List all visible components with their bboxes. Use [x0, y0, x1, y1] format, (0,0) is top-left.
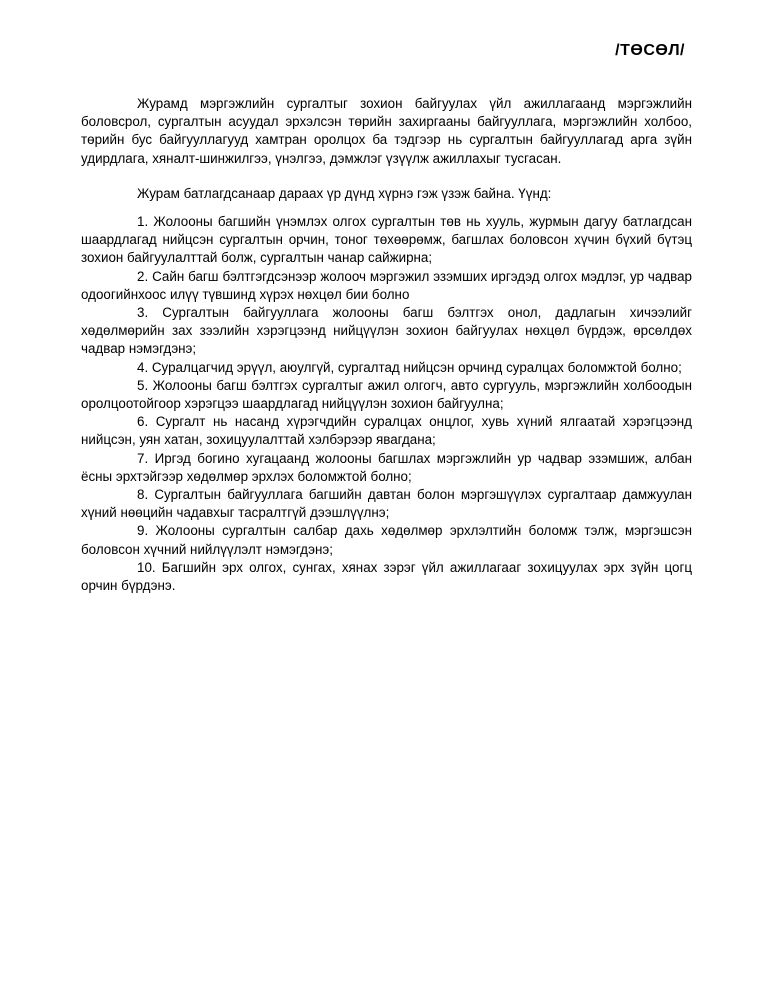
result-item-7: 7. Иргэд богино хугацаанд жолооны багшлах мэргэжлийн ур чадвар эзэмшиж, албан ёсны эрхтэйгээр хөдөлмөр эрхлэх боломжтой болно; — [81, 450, 692, 484]
result-item-8: 8. Сургалтын байгууллага багшийн давтан болон мэргэшүүлэх сургалтаар дамжуулан хүний нөөцийн чадавхыг тасралтгүй дээшлүүлнэ; — [81, 487, 692, 521]
document-body — [81, 95, 692, 595]
result-item-10: 10. Багшийн эрх олгох, сунгах, хянах зэрэг үйл ажиллагааг зохицуулах эрх зүйн цогц орчин бүрдэнэ. — [81, 559, 692, 594]
result-item-2: 2. Сайн багш бэлтгэгдсэнээр жолооч мэргэжил эзэмших иргэдэд олгох мэдлэг, ур чадвар одоогийнхоос илүү түвшинд хүрэх нөхцөл бии болно — [81, 268, 692, 302]
result-item-3: 3. Сургалтын байгууллага жолооны багш бэлтгэх онол, дадлагын хичээлийг хөдөлмөрийн зах зээлийн хэрэгцээнд нийцүүлэн зохион байгуулах нөхцөл бүрдэж, өрсөлдөх чадвар нэмэгдэнэ; — [81, 305, 692, 357]
draft-stamp: /ТӨСӨЛ/ — [615, 42, 685, 59]
result-item-1: 1. Жолооны багшийн үнэмлэх олгох сургалтын төв нь хууль, журмын дагуу батлагдсан шаардлагад нийцсэн сургалтын орчин, тоног төхөөрөмж, багшлах боловсон хүчин бүхий бүтэц зохион байгуулалттай болж, сургалтын чанар сайжирна; — [81, 214, 692, 266]
result-item-9: 9. Жолооны сургалтын салбар дахь хөдөлмөр эрхлэлтийн боломж тэлж, мэргэшсэн боловсон хүчний нийлүүлэлт нэмэгдэнэ; — [81, 523, 692, 557]
result-item-6: 6. Сургалт нь насанд хүрэгчдийн суралцах онцлог, хувь хүний ялгаатай хэрэгцээнд нийцсэн, уян хатан, зохицуулалттай хэлбэрээр явагдана; — [81, 414, 692, 448]
result-item-5: 5. Жолооны багш бэлтгэх сургалтыг ажил олгогч, авто сургууль, мэргэжлийн холбоодын оролцоотойгоор хэрэгцээ шаардлагад нийцүүлэн зохион байгуулна; — [81, 377, 692, 412]
intro-paragraph: Журамд мэргэжлийн сургалтыг зохион байгуулах үйл ажиллагаанд мэргэжлийн боловсрол, сургалтын асуудал эрхэлсэн төрийн захиргааны байгууллага, мэргэжлийн холбоо, төрийн бус байгууллагууд хамтран оролцох ба тэдгээр нь сургалтын байгууллагад арга зүйн удирдлага, хяналт-шинжилгээ, үнэлгээ, дэмжлэг үзүүлж ажиллахыг тусгасан. — [81, 96, 692, 166]
result-item-4: 4. Суралцагчид эрүүл, аюулгүй, сургалтад нийцсэн орчинд суралцах боломжтой болно; — [137, 359, 682, 375]
results-lead-paragraph: Журам батлагдсанаар дараах үр дүнд хүрнэ гэж үзэж байна. Үүнд: — [137, 185, 552, 201]
